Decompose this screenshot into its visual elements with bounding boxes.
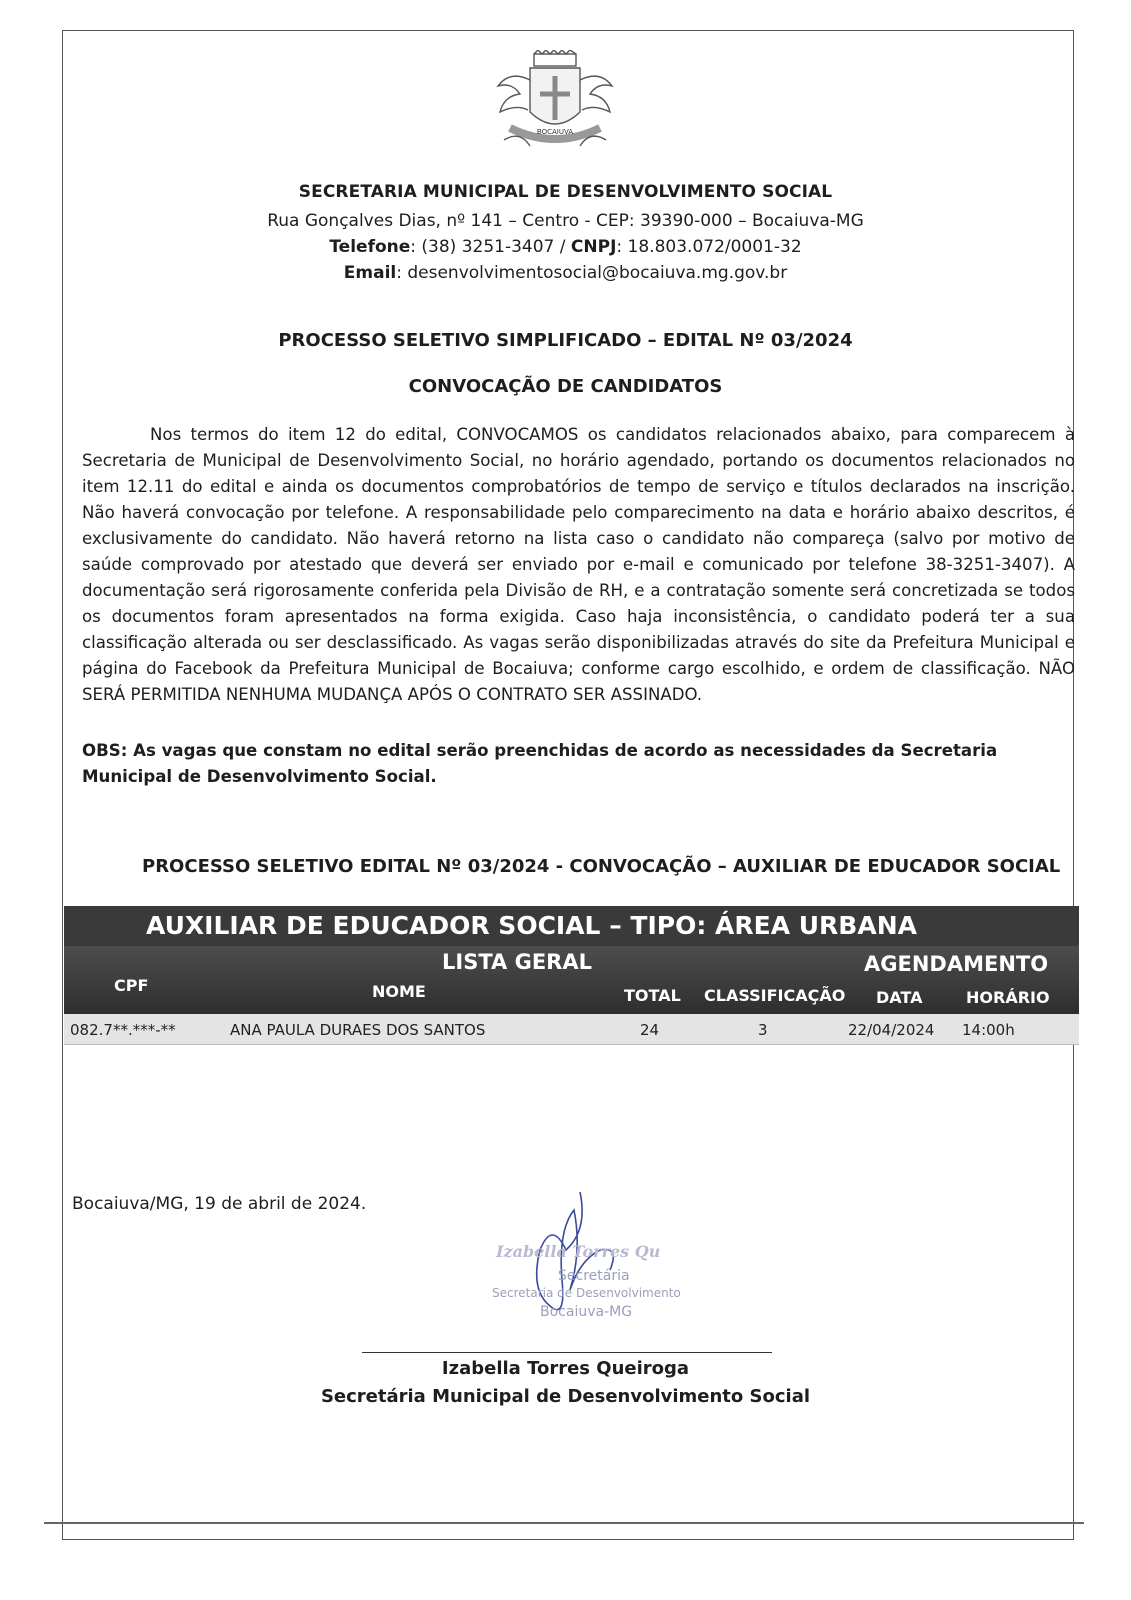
column-total: TOTAL: [624, 986, 681, 1005]
stamp-city: Bocaiuva-MG: [540, 1304, 633, 1320]
group-general-header: LISTA GERAL: [442, 950, 592, 974]
page-bottom-rule: [44, 1522, 1084, 1524]
place-date: Bocaiuva/MG, 19 de abril de 2024.: [72, 1194, 367, 1214]
table-header-row: [64, 946, 1079, 1014]
document-subtitle: CONVOCAÇÃO DE CANDIDATOS: [408, 376, 723, 397]
column-data: DATA: [876, 988, 923, 1007]
signatory-name: Izabella Torres Queiroga: [441, 1358, 690, 1379]
cell-cpf: 082.7**.***-**: [70, 1021, 176, 1039]
cell-classificacao: 3: [758, 1021, 768, 1039]
group-schedule-header: AGENDAMENTO: [864, 952, 1049, 976]
phone-value: : (38) 3251-3407 /: [410, 237, 571, 257]
stamp-title: Secretária: [558, 1268, 630, 1284]
document-title: PROCESSO SELETIVO SIMPLIFICADO – EDITAL Nº 03/2024: [278, 330, 853, 351]
cell-total: 24: [640, 1021, 660, 1039]
table-heading: [64, 906, 1079, 946]
phone-label: Telefone: [329, 237, 411, 257]
signature-line: [362, 1352, 772, 1353]
table-row: [64, 1014, 1079, 1045]
column-classificacao: CLASSIFICAÇÃO: [704, 986, 846, 1005]
cell-horario: 14:00h: [962, 1021, 1015, 1039]
cnpj-value: : 18.803.072/0001-32: [616, 237, 802, 257]
stamp-department: Secretaria de Desenvolvimento: [492, 1286, 681, 1300]
organization-email: [0, 260, 1131, 286]
cell-nome: ANA PAULA DURAES DOS SANTOS: [230, 1021, 486, 1039]
coat-of-arms-icon: [490, 50, 620, 158]
table-heading-text: AUXILIAR DE EDUCADOR SOCIAL – TIPO: ÁREA URBANA: [146, 911, 917, 940]
column-cpf: CPF: [114, 976, 149, 995]
organization-address: Rua Gonçalves Dias, nº 141 – Centro - CEP: 39390-000 – Bocaiuva-MG: [267, 211, 864, 231]
organization-phone-cnpj: [0, 234, 1131, 260]
signatory-role: Secretária Municipal de Desenvolvimento Social: [320, 1386, 811, 1407]
stamp-name: Izabella Torres Qu: [496, 1242, 661, 1261]
column-horario: HORÁRIO: [966, 988, 1050, 1007]
list-title: PROCESSO SELETIVO EDITAL Nº 03/2024 - CONVOCAÇÃO – AUXILIAR DE EDUCADOR SOCIAL: [142, 856, 1061, 877]
body-paragraph: [82, 422, 1075, 708]
email-label: Email: [343, 263, 397, 283]
column-nome: NOME: [372, 982, 426, 1001]
cnpj-label: CNPJ: [570, 237, 617, 257]
obs-note: OBS: As vagas que constam no edital serão preenchidas de acordo as necessidades da Secretaria Municipal de Desenvolvimento Social.: [82, 741, 998, 786]
organization-name: SECRETARIA MUNICIPAL DE DESENVOLVIMENTO SOCIAL: [298, 182, 833, 202]
email-value: : desenvolvimentosocial@bocaiuva.mg.gov.br: [396, 263, 788, 283]
cell-data: 22/04/2024: [848, 1021, 935, 1039]
candidates-table: [64, 906, 1079, 1045]
svg-text:BOCAIUVA: BOCAIUVA: [536, 128, 574, 136]
body-text: Nos termos do item 12 do edital, CONVOCAMOS os candidatos relacionados abaixo, para comparecem à Secretaria de Municipal de Desenvolvimento Social, no horário agendado, portando os documentos relacionados no item 12.11 do edital e ainda os documentos comprobatórios de tempo de serviço e títulos declarados na inscrição. Não haverá convocação por telefone. A responsabilidade pelo comparecimento na data e horário abaixo descritos, é exclusivamente do candidato. Não haverá retorno na lista caso o candidato não compareça (salvo por motivo de saúde comprovado por atestado que deverá ser enviado por e-mail e comunicado por telefone 38-3251-3407). A documentação será rigorosamente conferida pela Divisão de RH, e a contratação somente será concretizada se todos os documentos foram apresentados na forma exigida. Caso haja inconsistência, o candidato poderá ter a sua classificação alterada ou ser desclassificado. As vagas serão disponibilizadas através do site da Prefeitura Municipal e página do Facebook da Prefeitura Municipal de Bocaiuva; conforme cargo escolhido, e ordem de classificação. NÃO SERÁ PERMITIDA NENHUMA MUDANÇA APÓS O CONTRATO SER ASSINADO.: [82, 425, 1075, 704]
